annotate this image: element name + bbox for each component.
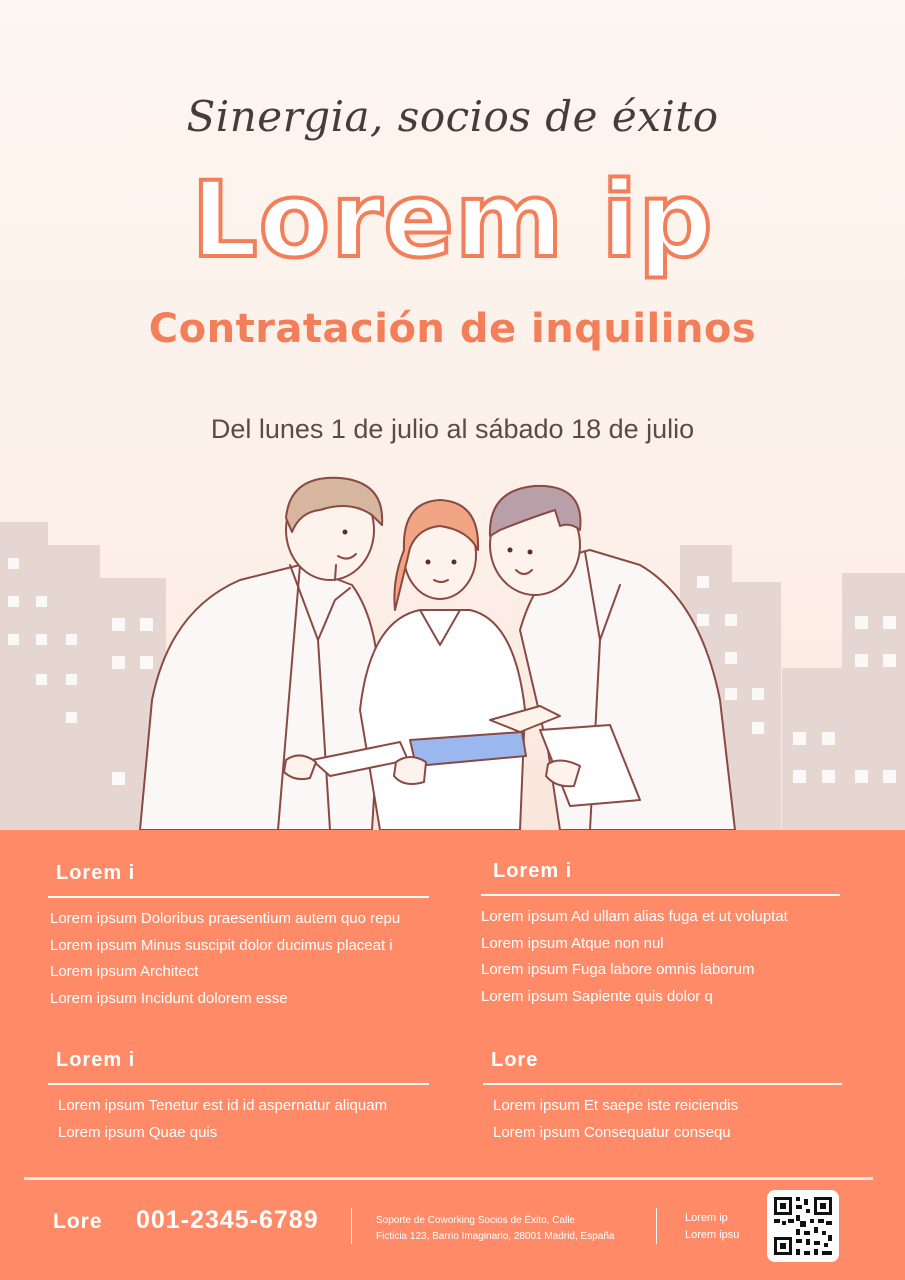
divider xyxy=(48,1083,429,1085)
event-dates: Del lunes 1 de julio al sábado 18 de julio xyxy=(210,414,695,444)
footer-separator xyxy=(656,1208,657,1244)
footer-small-line: Lorem ipsu xyxy=(685,1229,740,1241)
list-item: Lorem ipsum Tenetur est id id aspernatur aliquam xyxy=(58,1097,388,1114)
section-title: Lorem i xyxy=(56,1049,136,1071)
section-3 xyxy=(48,1043,429,1146)
three-business-people-reviewing-document-illustration xyxy=(0,470,905,830)
divider xyxy=(48,896,429,898)
divider xyxy=(481,894,840,896)
divider xyxy=(483,1083,842,1085)
list-item: Lorem ipsum Atque non nul xyxy=(481,934,664,952)
section-title: Lore xyxy=(491,1049,539,1071)
list-item: Lorem ipsum Consequatur consequ xyxy=(493,1123,731,1141)
list-item: Lorem ipsum Doloribus praesentium autem quo repu xyxy=(50,910,401,927)
details-panel xyxy=(0,830,905,1280)
list-item: Lorem ipsum Minus suscipit dolor ducimus placeat i xyxy=(50,936,393,954)
section-1 xyxy=(48,856,429,1012)
footer-small-text xyxy=(685,1210,739,1244)
footer-separator xyxy=(351,1208,352,1244)
footer-small-line: Lorem ip xyxy=(685,1212,728,1224)
section-title: Lorem i xyxy=(493,860,573,882)
list-item: Lorem ipsum Quae quis xyxy=(58,1123,218,1141)
list-item: Lorem ipsum Incidunt dolorem esse xyxy=(50,989,288,1007)
address-line: Soporte de Coworking Socios de Éxito, Calle xyxy=(376,1215,575,1226)
footer-label: Lore xyxy=(53,1210,103,1233)
subtitle: Contratación de inquilinos xyxy=(148,306,757,352)
hero-title: Lorem ip xyxy=(191,159,714,281)
list-item: Lorem ipsum Architect xyxy=(50,963,199,980)
list-item: Lorem ipsum Fuga labore omnis laborum xyxy=(481,961,755,978)
section-title: Lorem i xyxy=(56,862,136,884)
phone-number: 001-2345-6789 xyxy=(136,1206,319,1234)
list-item: Lorem ipsum Et saepe iste reiciendis xyxy=(493,1097,739,1114)
address xyxy=(376,1213,646,1245)
footer-divider xyxy=(24,1177,873,1180)
tagline: Sinergia, socios de éxito xyxy=(186,92,719,141)
qr-code-icon xyxy=(767,1190,839,1262)
section-2 xyxy=(481,854,840,1010)
section-4 xyxy=(483,1043,842,1146)
address-line: Ficticia 123, Barrio Imaginario, 28001 Madrid, España xyxy=(376,1231,615,1242)
list-item: Lorem ipsum Ad ullam alias fuga et ut voluptat xyxy=(481,908,788,925)
list-item: Lorem ipsum Sapiente quis dolor q xyxy=(481,987,713,1005)
